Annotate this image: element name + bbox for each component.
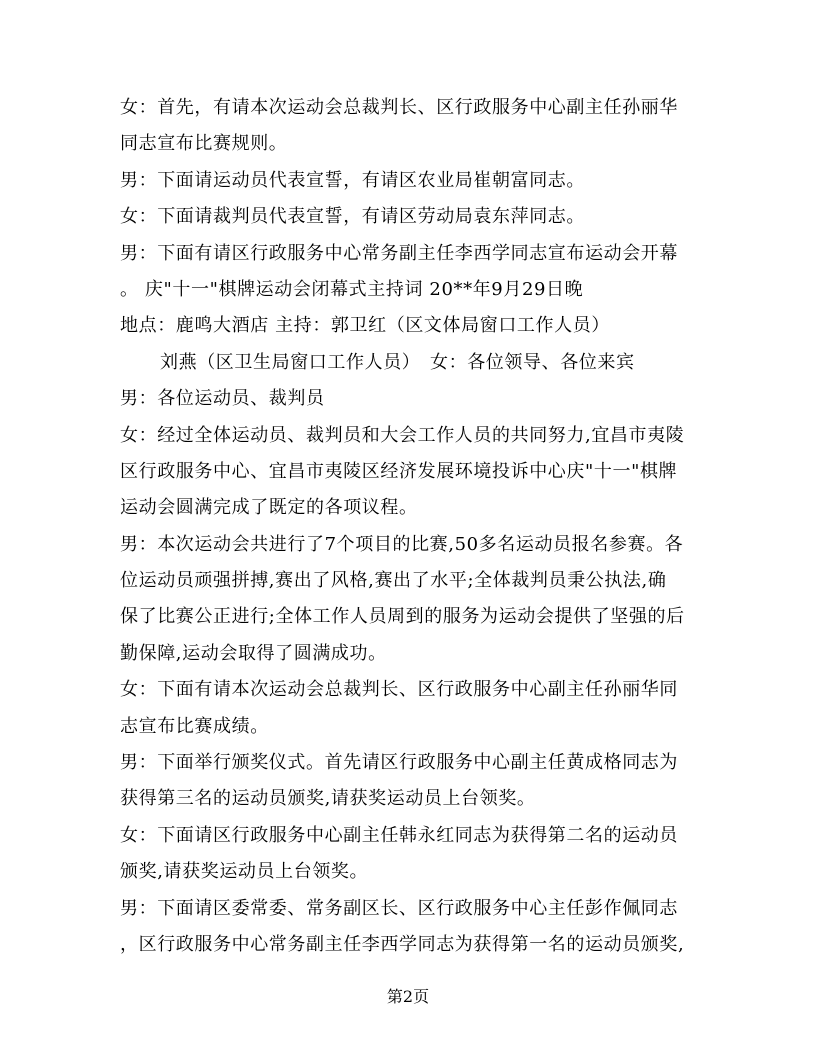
text-line: 同志宣布比赛规则。 [120, 133, 288, 155]
text-line: 男：下面举行颁奖仪式。首先请区行政服务中心副主任黄成格同志为 [120, 752, 678, 774]
text-line: 志宣布比赛成绩。 [120, 715, 269, 737]
text-line: 男：各位运动员、裁判员 [120, 388, 325, 410]
document-body [120, 90, 700, 963]
text-line: 运动会圆满完成了既定的各项议程。 [120, 497, 418, 519]
text-line: ，区行政服务中心常务副主任李西学同志为获得第一名的运动员颁奖, [120, 933, 685, 955]
text-line: 勤保障,运动会取得了圆满成功。 [120, 642, 387, 664]
text-line: 位运动员顽强拼搏,赛出了风格,赛出了水平;全体裁判员秉公执法,确 [120, 570, 667, 592]
text-line: 男：本次运动会共进行了7个项目的比赛,50多名运动员报名参赛。各 [120, 533, 684, 555]
text-line: 男：下面有请区行政服务中心常务副主任李西学同志宣布运动会开幕 [120, 242, 678, 264]
text-line: 。 庆"十一"棋牌运动会闭幕式主持词 20**年9月29日晚 [120, 278, 584, 300]
page-number: 第2页 [386, 987, 430, 1006]
text-line: 女：首先，有请本次运动会总裁判长、区行政服务中心副主任孙丽华 [120, 97, 678, 118]
text-line: 地点：鹿鸣大酒店 主持：郭卫红（区文体局窗口工作人员） [120, 315, 610, 337]
text-line: 女：下面有请本次运动会总裁判长、区行政服务中心副主任孙丽华同 [120, 679, 678, 701]
text-line: 男：下面请运动员代表宣誓，有请区农业局崔朝富同志。 [120, 169, 585, 191]
text-line: 女：下面请裁判员代表宣誓，有请区劳动局袁东萍同志。 [120, 206, 585, 228]
text-line: 获得第三名的运动员颁奖,请获奖运动员上台领奖。 [120, 788, 536, 810]
text-line: 保了比赛公正进行;全体工作人员周到的服务为运动会提供了坚强的后 [120, 606, 685, 628]
text-line: 区行政服务中心、宜昌市夷陵区经济发展环境投诉中心庆"十一"棋牌 [120, 460, 678, 482]
text-line: 女：下面请区行政服务中心副主任韩永红同志为获得第二名的运动员 [120, 824, 678, 846]
text-line: 刘燕（区卫生局窗口工作人员） 女：各位领导、各位来宾 [160, 351, 635, 373]
text-line: 男：下面请区委常委、常务副区长、区行政服务中心主任彭作佩同志 [120, 897, 678, 919]
text-line: 颁奖,请获奖运动员上台领奖。 [120, 861, 369, 883]
text-line: 女：经过全体运动员、裁判员和大会工作人员的共同努力,宜昌市夷陵 [120, 424, 685, 446]
